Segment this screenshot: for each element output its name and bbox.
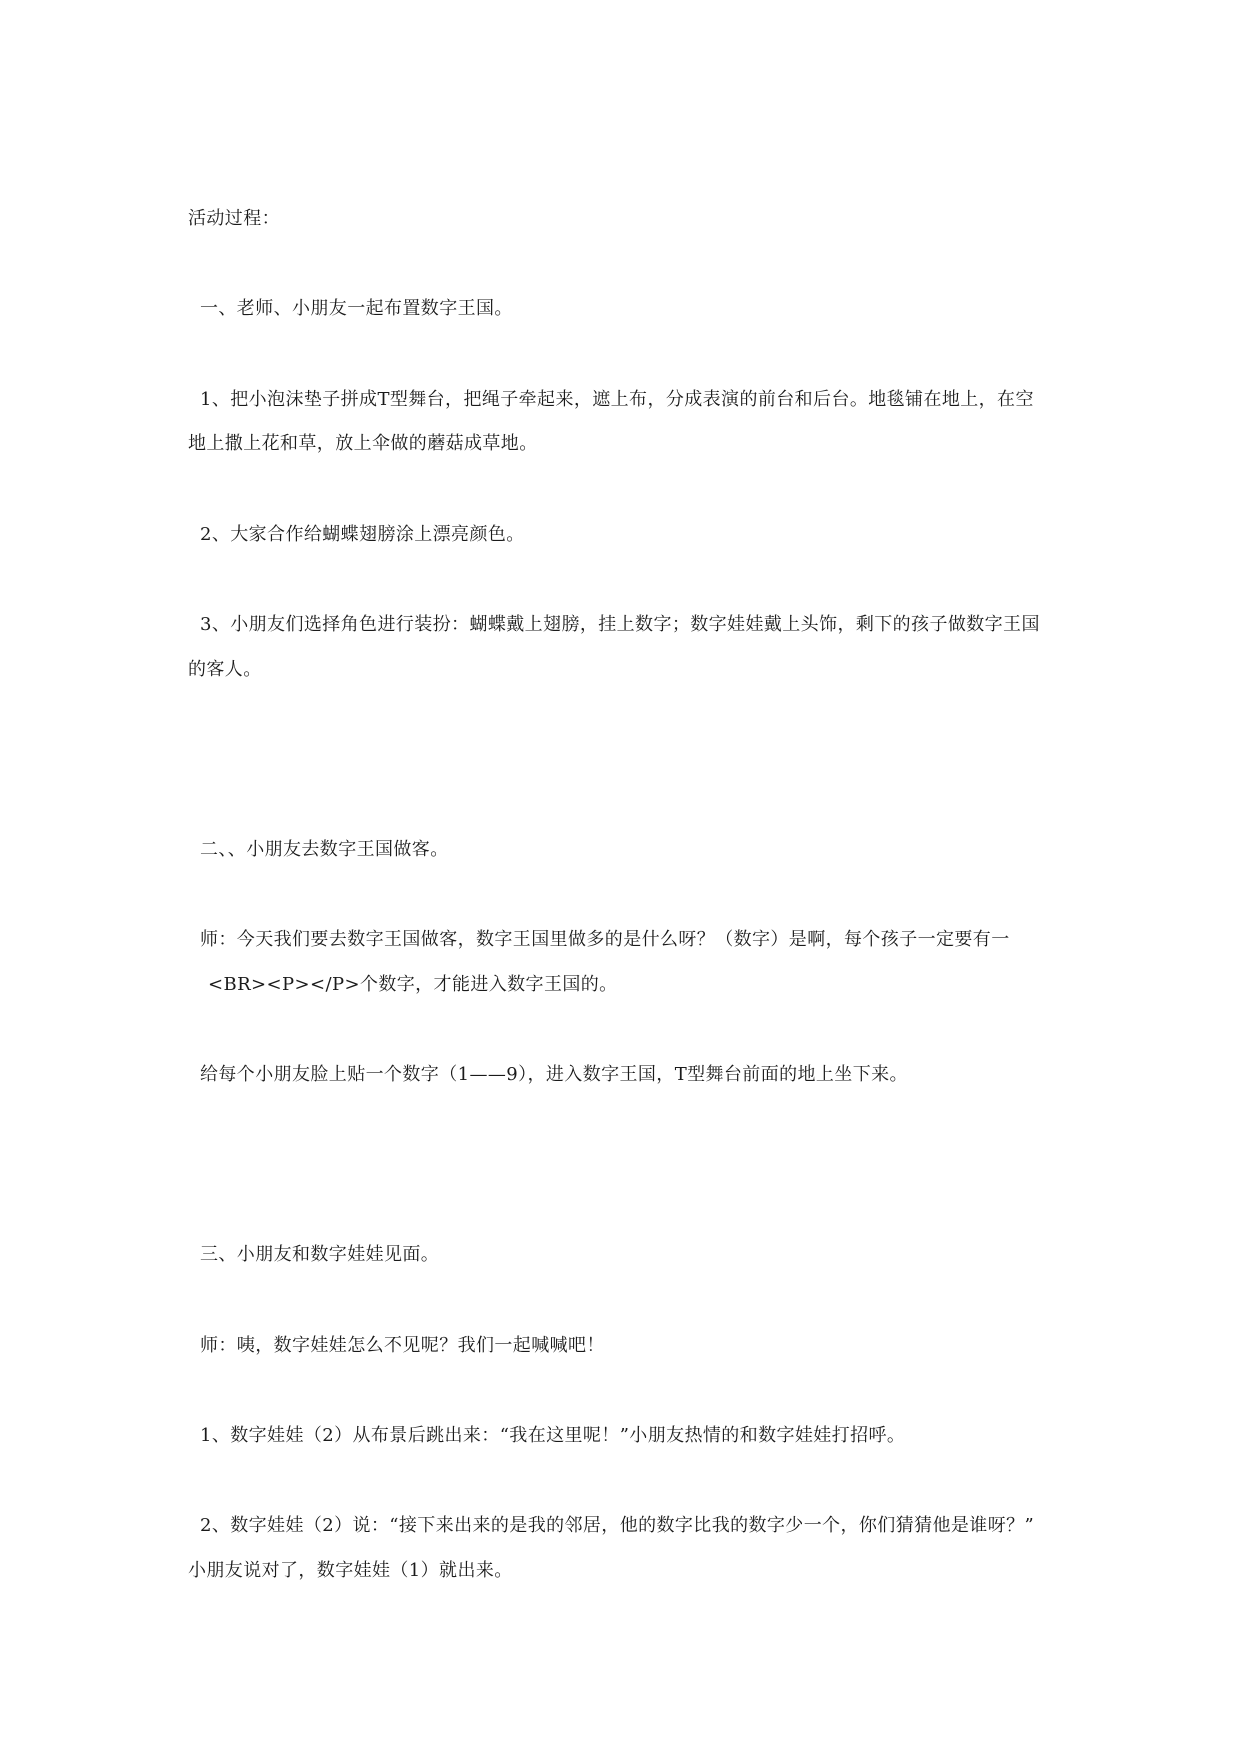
paragraph-line: 师：今天我们要去数字王国做客，数字王国里做多的是什么呀？（数字）是啊，每个孩子一定要有一 <box>200 929 1010 950</box>
section-heading-activity-process: 活动过程： <box>188 208 280 229</box>
paragraph-line: 师：咦，数字娃娃怎么不见呢？我们一起喊喊吧！ <box>200 1335 605 1356</box>
paragraph-line: 小朋友说对了，数字娃娃（1）就出来。 <box>188 1560 513 1581</box>
step-heading-two: 二、、小朋友去数字王国做客。 <box>200 839 449 860</box>
step-heading-one: 一、老师、小朋友一起布置数字王国。 <box>200 298 513 319</box>
step-heading-three: 三、小朋友和数字娃娃见面。 <box>200 1244 440 1265</box>
paragraph-line: 3、小朋友们选择角色进行装扮：蝴蝶戴上翅膀，挂上数字；数字娃娃戴上头饰，剩下的孩子做数字王国 <box>200 614 1040 635</box>
paragraph-line: 2、大家合作给蝴蝶翅膀涂上漂亮颜色。 <box>200 524 525 545</box>
paragraph-line: 1、把小泡沫垫子拼成T型舞台，把绳子牵起来，遮上布，分成表演的前台和后台。地毯铺在地上，在空 <box>200 389 1034 410</box>
paragraph-line: <BR><P></P>个数字，才能进入数字王国的。 <box>208 974 618 995</box>
paragraph-line: 给每个小朋友脸上贴一个数字（1——9），进入数字王国，T型舞台前面的地上坐下来。 <box>200 1064 908 1085</box>
paragraph-line: 地上撒上花和草，放上伞做的蘑菇成草地。 <box>188 433 538 454</box>
paragraph-line: 的客人。 <box>188 659 262 680</box>
paragraph-line: 1、数字娃娃（2）从布景后跳出来：“我在这里呢！”小朋友热情的和数字娃娃打招呼。 <box>200 1425 906 1446</box>
paragraph-line: 2、数字娃娃（2）说：“接下来出来的是我的邻居，他的数字比我的数字少一个，你们猜猜他是谁呀？” <box>200 1515 1035 1536</box>
